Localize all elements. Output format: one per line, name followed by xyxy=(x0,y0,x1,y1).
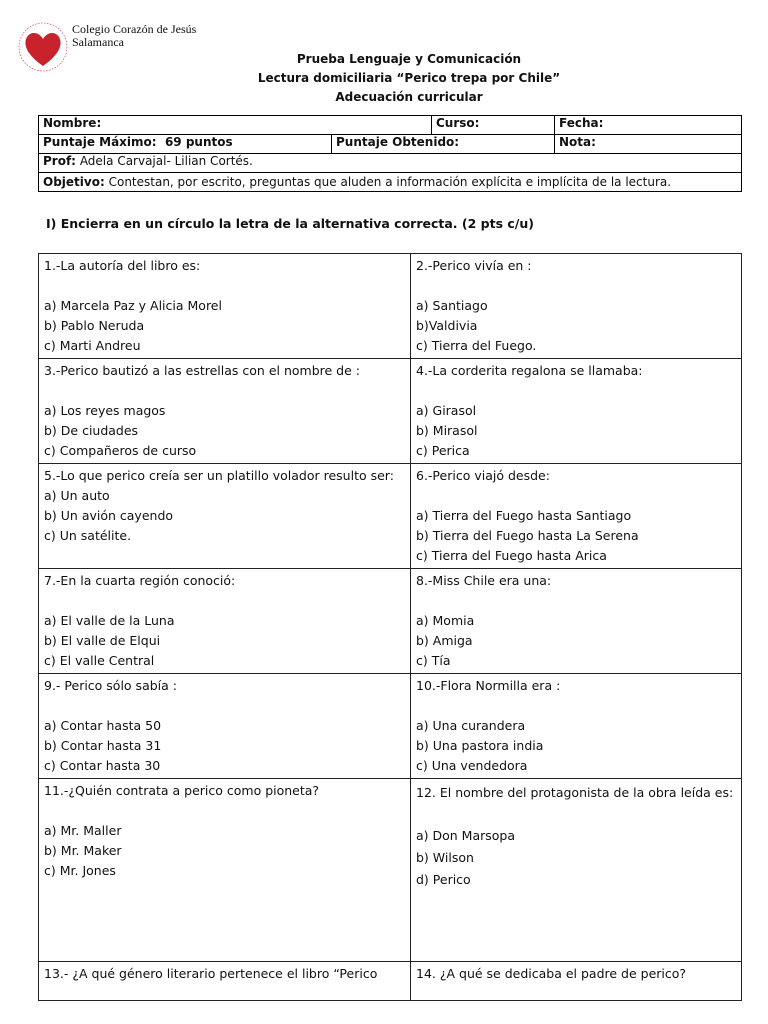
puntaje-maximo-value: 69 puntos xyxy=(164,135,233,149)
question-text: 1.-La autoría del libro es: xyxy=(44,258,201,273)
prof-value: Adela Carvajal- Lilian Cortés. xyxy=(79,154,253,168)
objetivo-label: Objetivo: xyxy=(43,175,105,189)
question-text: 10.-Flora Normilla era : xyxy=(416,678,561,693)
question-row xyxy=(39,962,742,1001)
option-a[interactable]: a) Contar hasta 50 xyxy=(44,718,162,733)
option-b[interactable]: b) De ciudades xyxy=(44,423,139,438)
page-subtitle2: Adecuación curricular xyxy=(335,90,483,104)
question-10 xyxy=(411,674,742,779)
option-a[interactable]: a) Santiago xyxy=(416,298,488,313)
question-14 xyxy=(411,962,742,1001)
nota-label: Nota: xyxy=(559,135,596,149)
school-name-line1: Colegio Corazón de Jesús xyxy=(72,22,197,36)
info-row-1 xyxy=(39,116,742,135)
option-a[interactable]: a) Don Marsopa xyxy=(416,828,516,843)
fecha-label: Fecha: xyxy=(559,116,604,130)
question-3 xyxy=(39,359,411,464)
question-4 xyxy=(411,359,742,464)
document-titles xyxy=(0,50,768,107)
student-info-table xyxy=(38,115,742,192)
fecha-field[interactable] xyxy=(555,116,742,135)
option-b[interactable]: b) Contar hasta 31 xyxy=(44,738,162,753)
objetivo-value: Contestan, por escrito, preguntas que aluden a información explícita e implícita de la lectura. xyxy=(108,175,672,189)
option-a[interactable]: a) Una curandera xyxy=(416,718,526,733)
option-a[interactable]: a) Momia xyxy=(416,613,475,628)
option-a[interactable]: a) Girasol xyxy=(416,403,477,418)
question-text: 5.-Lo que perico creía ser un platillo volador resulto ser: xyxy=(44,468,394,483)
section-instruction: I) Encierra en un círculo la letra de la alternativa correcta. (2 pts c/u) xyxy=(46,216,534,231)
option-c[interactable]: c) Contar hasta 30 xyxy=(44,758,161,773)
question-6 xyxy=(411,464,742,569)
puntaje-obtenido-label: Puntaje Obtenido: xyxy=(336,135,460,149)
option-d[interactable]: d) Perico xyxy=(416,872,471,887)
question-7 xyxy=(39,569,411,674)
objetivo-cell xyxy=(39,173,742,192)
option-b[interactable]: b) Un avión cayendo xyxy=(44,508,174,523)
page-title: Prueba Lenguaje y Comunicación xyxy=(296,52,522,66)
question-text: 7.-En la cuarta región conoció: xyxy=(44,573,236,588)
nombre-label: Nombre: xyxy=(43,116,102,130)
option-b[interactable]: b) Wilson xyxy=(416,850,474,865)
nombre-field[interactable] xyxy=(39,116,432,135)
option-b[interactable]: b)Valdivia xyxy=(416,318,478,333)
option-c[interactable]: c) El valle Central xyxy=(44,653,155,668)
puntaje-obtenido-field[interactable] xyxy=(332,135,555,154)
question-text: 8.-Miss Chile era una: xyxy=(416,573,552,588)
question-5 xyxy=(39,464,411,569)
puntaje-maximo-label: Puntaje Máximo: xyxy=(43,135,157,149)
info-row-2 xyxy=(39,135,742,154)
option-a[interactable]: a) Los reyes magos xyxy=(44,403,166,418)
school-name xyxy=(72,23,196,49)
option-c[interactable]: c) Compañeros de curso xyxy=(44,443,197,458)
question-text: 3.-Perico bautizó a las estrellas con el nombre de : xyxy=(44,363,360,378)
page-subtitle: Lectura domiciliaria “Perico trepa por Chile” xyxy=(257,71,561,85)
option-b[interactable]: b) Mr. Maker xyxy=(44,843,122,858)
option-c[interactable]: c) Mr. Jones xyxy=(44,863,116,878)
school-name-line2: Salamanca xyxy=(72,35,124,49)
question-text: 11.-¿Quién contrata a perico como pioneta? xyxy=(44,783,320,798)
question-text: 2.-Perico vivía en : xyxy=(416,258,532,273)
option-a[interactable]: a) El valle de la Luna xyxy=(44,613,175,628)
info-row-3 xyxy=(39,154,742,173)
question-text: 12. El nombre del protagonista de la obra leída es: xyxy=(416,785,734,800)
option-a[interactable]: a) Mr. Maller xyxy=(44,823,122,838)
option-a[interactable]: a) Tierra del Fuego hasta Santiago xyxy=(416,508,632,523)
option-b[interactable]: b) Una pastora india xyxy=(416,738,544,753)
option-b[interactable]: b) Mirasol xyxy=(416,423,478,438)
option-c[interactable]: c) Una vendedora xyxy=(416,758,528,773)
option-c[interactable]: c) Tía xyxy=(416,653,451,668)
puntaje-maximo-cell xyxy=(39,135,332,154)
question-text: 13.- ¿A qué género literario pertenece el libro “Perico xyxy=(44,966,378,981)
question-text: 4.-La corderita regalona se llamaba: xyxy=(416,363,643,378)
nota-field[interactable] xyxy=(555,135,742,154)
curso-label: Curso: xyxy=(436,116,480,130)
option-a[interactable]: a) Marcela Paz y Alicia Morel xyxy=(44,298,222,313)
option-c[interactable]: c) Tierra del Fuego. xyxy=(416,338,537,353)
option-c[interactable]: c) Tierra del Fuego hasta Arica xyxy=(416,548,607,563)
option-b[interactable]: b) Pablo Neruda xyxy=(44,318,145,333)
option-a[interactable]: a) Un auto xyxy=(44,488,110,503)
prof-label: Prof: xyxy=(43,154,76,168)
question-13 xyxy=(39,962,411,1001)
prof-cell xyxy=(39,154,742,173)
question-text: 14. ¿A qué se dedicaba el padre de perico? xyxy=(416,966,687,981)
question-1 xyxy=(39,254,411,359)
option-c[interactable]: c) Perica xyxy=(416,443,470,458)
option-c[interactable]: c) Un satélite. xyxy=(44,528,132,543)
question-row xyxy=(39,464,742,569)
question-row xyxy=(39,674,742,779)
info-row-4 xyxy=(39,173,742,192)
option-b[interactable]: b) Amiga xyxy=(416,633,473,648)
question-9 xyxy=(39,674,411,779)
option-b[interactable]: b) Tierra del Fuego hasta La Serena xyxy=(416,528,639,543)
question-text: 6.-Perico viajó desde: xyxy=(416,468,550,483)
question-row xyxy=(39,359,742,464)
question-8 xyxy=(411,569,742,674)
question-11 xyxy=(39,779,411,962)
option-c[interactable]: c) Marti Andreu xyxy=(44,338,141,353)
question-text: 9.- Perico sólo sabía : xyxy=(44,678,177,693)
question-row xyxy=(39,779,742,962)
question-row xyxy=(39,569,742,674)
questions-table xyxy=(38,253,742,1001)
option-b[interactable]: b) El valle de Elqui xyxy=(44,633,161,648)
question-2 xyxy=(411,254,742,359)
question-row xyxy=(39,254,742,359)
curso-field[interactable] xyxy=(432,116,555,135)
question-12 xyxy=(411,779,742,962)
